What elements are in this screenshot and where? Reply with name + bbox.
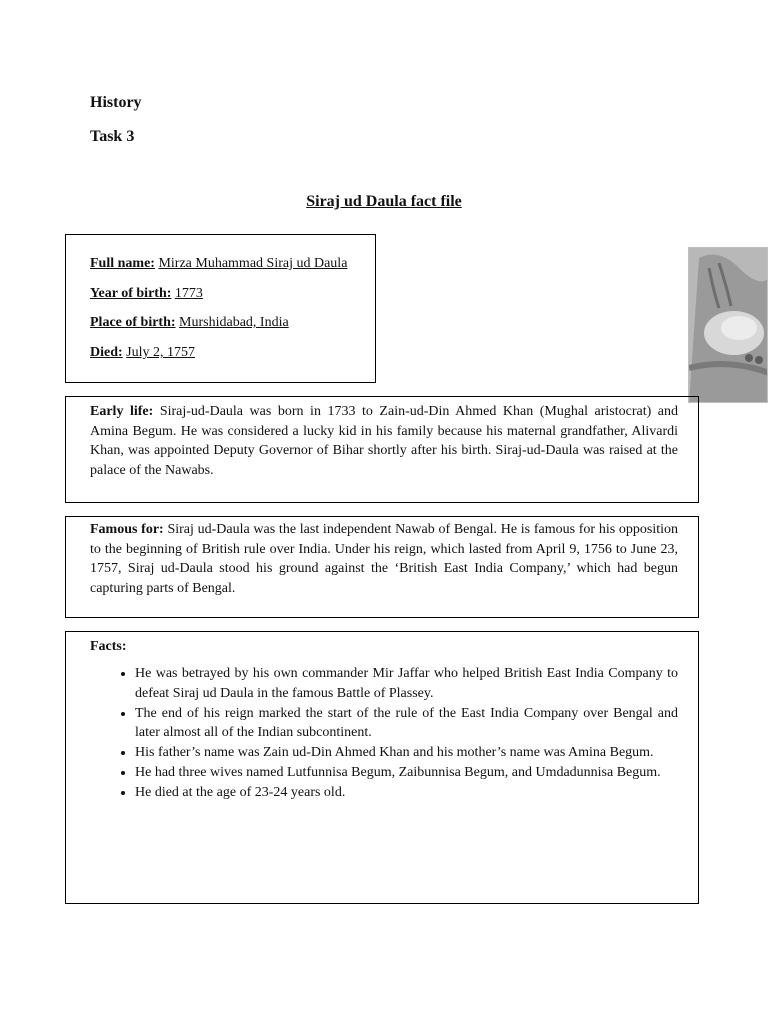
famous-for-label: Famous for: (90, 522, 164, 537)
info-box (65, 234, 376, 383)
task-heading: Task 3 (90, 128, 135, 145)
famous-for-text: Siraj ud-Daula was the last independent Nawab of Bengal. He is famous for his opposition to the beginning of British rule over India. Under his reign, which lasted from April 9, 1756 to June 23, 1757, Siraj ud-Daula stood his ground against the ‘British East India Company,’ which had begun capturing parts of Bengal. (90, 522, 679, 596)
place-value: Murshidabad, India (179, 315, 289, 330)
facts-label: Facts: (90, 639, 127, 654)
year-label: Year of birth: (90, 286, 172, 301)
early-life-box (65, 396, 699, 503)
fact-item: • His father’s name was Zain ud-Din Ahmed Khan and his mother’s name was Amina Begum. (135, 743, 678, 763)
fact-item: • He had three wives named Lutfunnisa Begum, Zaibunnisa Begum, and Umdadunnisa Begum. (135, 763, 678, 783)
facts-list (90, 664, 678, 803)
year-row (90, 284, 203, 304)
died-row (90, 343, 195, 363)
fact-item: • The end of his reign marked the start of the rule of the East India Company over Bengal and later almost all of the Indian subcontinent. (135, 704, 678, 743)
fact-item: • He was betrayed by his own commander Mir Jaffar who helped British East India Company to defeat Siraj ud Daula in the famous Battle of Plassey. (135, 664, 678, 703)
full-name-row (90, 254, 347, 274)
died-value: July 2, 1757 (126, 345, 196, 360)
facts-box (65, 631, 699, 904)
died-label: Died: (90, 345, 123, 360)
early-life-label: Early life: (90, 404, 154, 419)
early-life-text: Siraj-ud-Daula was born in 1733 to Zain-ud-Din Ahmed Khan (Mughal aristocrat) and Amina Begum. He was considered a lucky kid in his family because his maternal grandfather, Alivardi Khan, was appointed Deputy Governor of Bihar shortly after his birth. Siraj-ud-Daula was raised at the palace of the Nawabs. (90, 404, 678, 478)
full-name-label: Full name: (90, 256, 155, 271)
subject-heading: History (90, 94, 142, 111)
fact-item: • He died at the age of 23-24 years old. (135, 783, 678, 803)
place-label: Place of birth: (90, 315, 176, 330)
year-value: 1773 (174, 286, 203, 301)
famous-for-box (65, 516, 699, 618)
famous-for-paragraph (90, 520, 678, 598)
portrait-image (688, 247, 768, 403)
place-row (90, 313, 289, 333)
full-name-value: Mirza Muhammad Siraj ud Daula (158, 256, 348, 271)
page-title: Siraj ud Daula fact file (306, 193, 462, 210)
early-life-paragraph (90, 402, 678, 480)
